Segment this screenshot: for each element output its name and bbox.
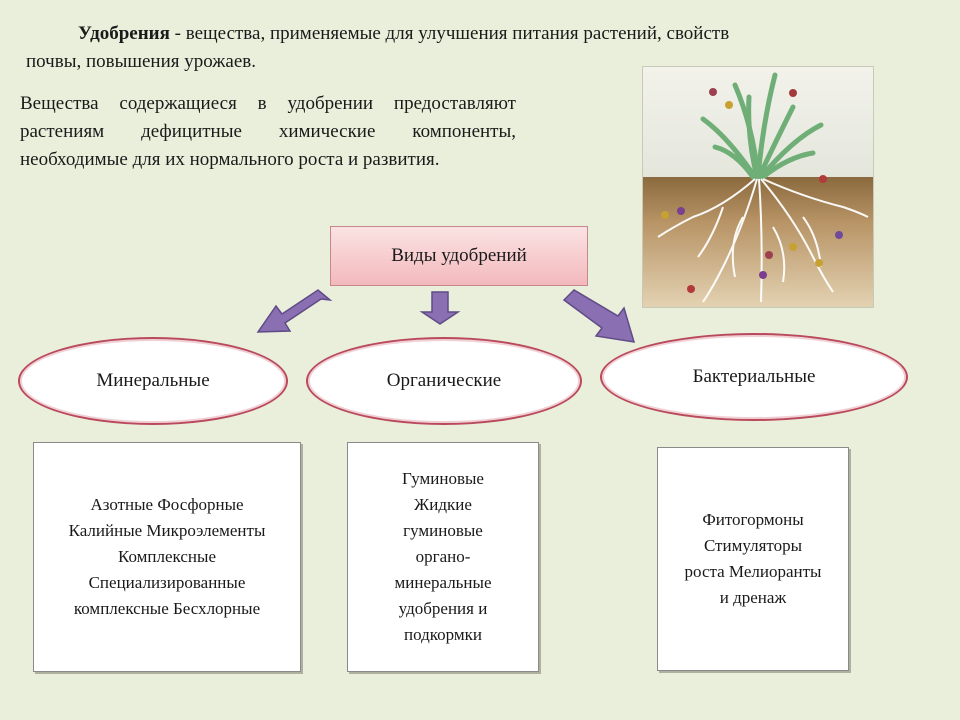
bacterial-items-text: Фитогормоны Стимуляторы роста Мелиоранты и дренаж	[684, 510, 822, 607]
type-organic-label: Органические	[386, 370, 502, 391]
intro-line-2: почвы, повышения урожаев.	[26, 51, 257, 72]
type-bacterial	[600, 333, 908, 421]
mineral-items-card	[33, 442, 301, 672]
type-bacterial-label: Бактериальные	[692, 366, 816, 387]
bacterial-items-card	[657, 447, 849, 671]
type-mineral	[18, 337, 288, 425]
fertilizer-types-label: Виды удобрений	[391, 245, 527, 266]
intro-line-1: - вещества, применяемые для улучшения питания растений, свойств	[169, 23, 730, 44]
intro-term: Удобрения	[78, 23, 170, 44]
arrow-left	[258, 290, 330, 332]
arrow-center	[422, 292, 458, 324]
mineral-items-text: Азотные Фосфорные Калийные Микроэлементы Комплексные Специализированные комплексные Бесхлорные	[68, 495, 266, 618]
organic-items-text: Гуминовые Жидкие гуминовые органо- минеральные удобрения и подкормки	[394, 469, 492, 644]
organic-items-card	[347, 442, 539, 672]
arrow-right	[564, 290, 634, 342]
description-text: Вещества содержащиеся в удобрении предоставляют растениям дефицитные химические компоненты, необходимые для их нормального роста и развития.	[20, 93, 516, 170]
type-mineral-label: Минеральные	[96, 370, 210, 391]
type-organic	[306, 337, 582, 425]
